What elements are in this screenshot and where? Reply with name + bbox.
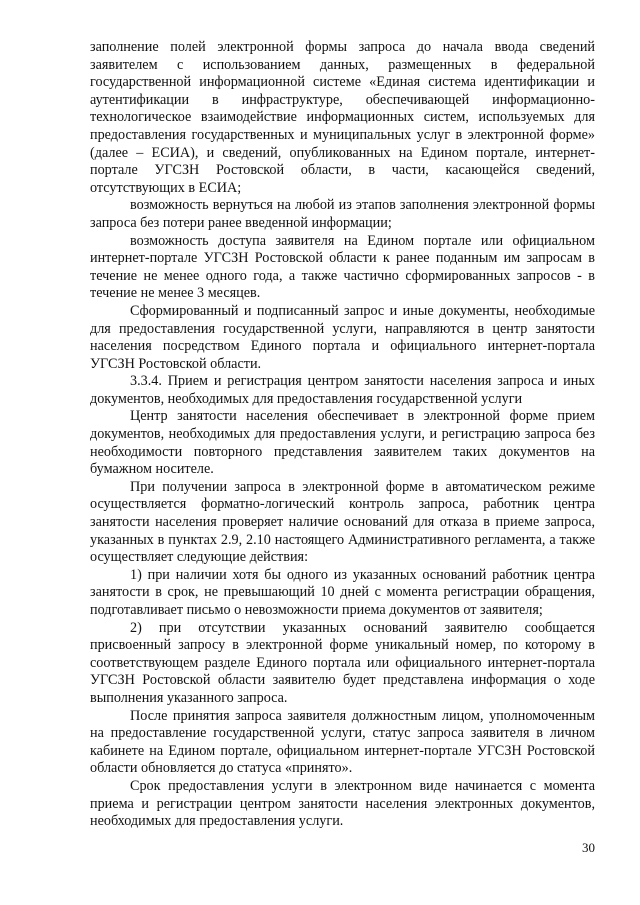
page-number: 30 bbox=[582, 840, 595, 855]
paragraph-center-accepts: Центр занятости населения обеспечивает в электронной форме прием документов, необходимых для предоставления услуги, и регистрацию запроса без необходимости повторного представления заявителем таких документов на бумажном носителе. bbox=[90, 408, 595, 478]
paragraph-after-acceptance: После принятия запроса заявителя должностным лицом, уполномоченным на предоставление государственной услуги, статус запроса заявителя в личном кабинете на Едином портале, официальном интернет-портале УГСЗН Ростовской области обновляется до статуса «принято». bbox=[90, 707, 595, 777]
paragraph-esia-fill: заполнение полей электронной формы запроса до начала ввода сведений заявителем с использованием данных, размещенных в федеральной государственной информационной системе «Единая система идентификации и аутентификации в инфраструктуре, обеспечивающей информационно-технологическое взаимодействие информационных систем, используемых для предоставления государственных и муниципальных услуг в электронной форме» (далее – ЕСИА), и сведений, опубликованных на Едином портале, интернет-портале УГСЗН Ростовской области, в части, касающейся сведений, отсутствующих в ЕСИА; bbox=[90, 39, 595, 196]
paragraph-access-requests: возможность доступа заявителя на Едином портале или официальном интернет-портале УГСЗН Ростовской области к ранее поданным им запросам в течение не менее одного года, а также частично сформированных запросов - в течение не менее 3 месяцев. bbox=[90, 232, 595, 302]
paragraph-upon-receipt: При получении запроса в электронной форме в автоматическом режиме осуществляется форматно-логический контроль запроса, работник центра занятости населения проверяет наличие оснований для отказа в приеме запроса, указанных в пунктах 2.9, 2.10 настоящего Административного регламента, а также осуществляет следующие действия: bbox=[90, 478, 595, 566]
paragraph-return-to-step: возможность вернуться на любой из этапов заполнения электронной формы запроса без потери ранее введенной информации; bbox=[90, 197, 595, 231]
paragraph-item-1: 1) при наличии хотя бы одного из указанных оснований работник центра занятости в срок, не превышающий 10 дней с момента регистрации обращения, подготавливает письмо о невозможности приема документов от заявителя; bbox=[90, 566, 595, 618]
document-body bbox=[90, 39, 595, 831]
paragraph-service-term: Срок предоставления услуги в электронном виде начинается с момента приема и регистрации центром занятости населения электронных документов, необходимых для предоставления услуги. bbox=[90, 777, 595, 830]
paragraph-section-3-3-4: 3.3.4. Прием и регистрация центром занятости населения запроса и иных документов, необходимых для предоставления государственной услуги bbox=[90, 373, 595, 407]
paragraph-item-2: 2) при отсутствии указанных оснований заявителю сообщается присвоенный запросу в электронной форме уникальный номер, по которому в соответствующем разделе Единого портала или официального интернет-портала УГСЗН Ростовской области заявителю будет представлена информация о ходе выполнения указанного запроса. bbox=[90, 619, 595, 706]
paragraph-submitted-request: Сформированный и подписанный запрос и иные документы, необходимые для предоставления государственной услуги, направляются в центр занятости населения посредством Единого портала и официального интернет-портала УГСЗН Ростовской области. bbox=[90, 302, 595, 372]
